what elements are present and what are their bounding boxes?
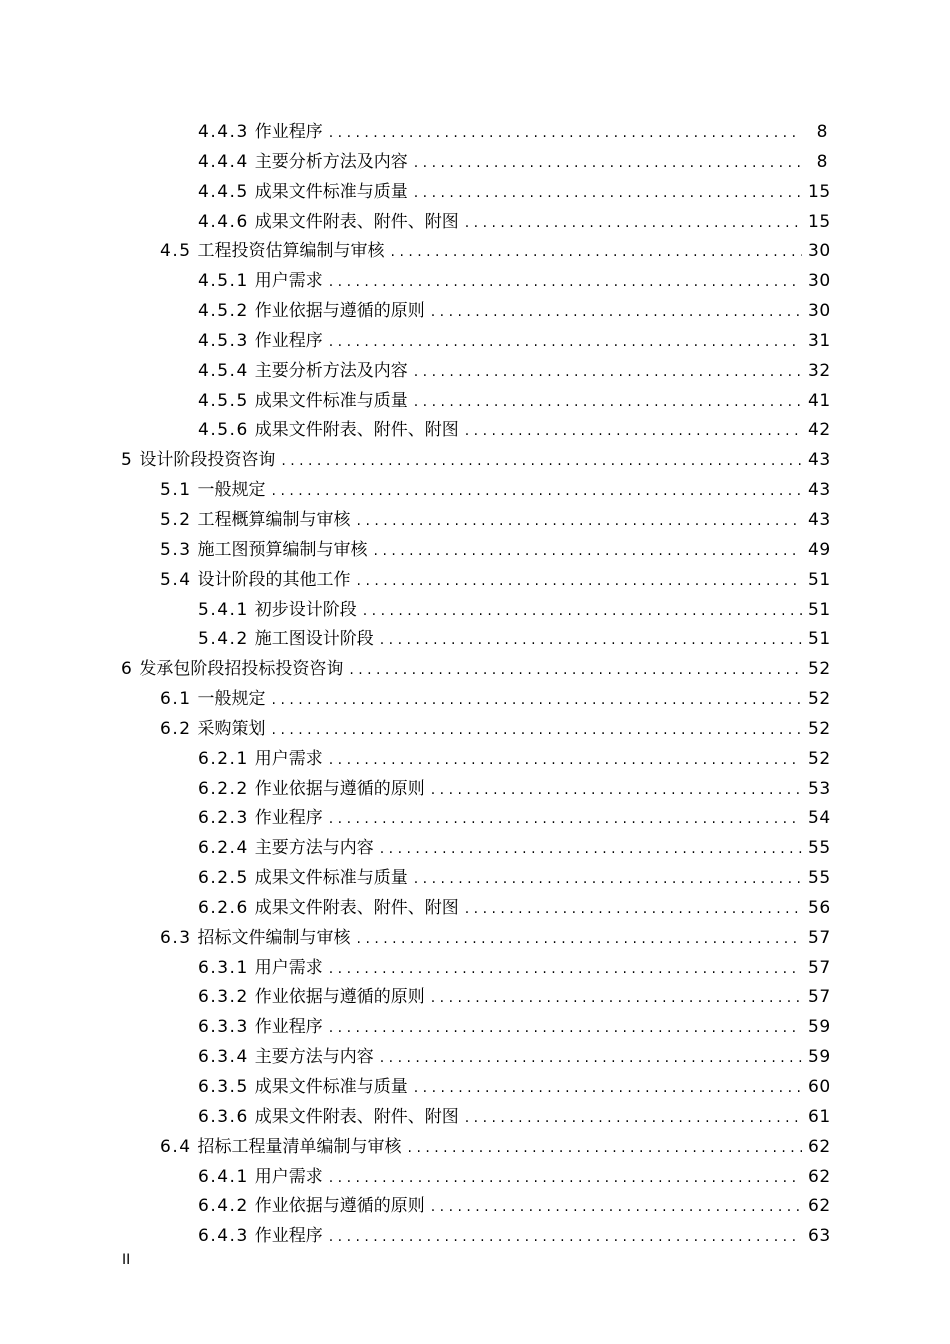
toc-entry-page: 62 — [808, 1166, 831, 1187]
toc-dot-leader — [272, 716, 802, 746]
toc-entry-number: 6.4.3 — [198, 1226, 249, 1247]
toc-entry-title: 发承包阶段招投标投资咨询 — [139, 659, 344, 680]
toc-entry-number: 6.3.3 — [198, 1017, 249, 1038]
toc-entry-number: 6.3.5 — [198, 1077, 249, 1097]
toc-dot-leader — [465, 1104, 802, 1134]
toc-dot-leader — [431, 298, 802, 328]
toc-entry-number: 6.4 — [160, 1136, 192, 1157]
toc-entry-number: 6.4.2 — [198, 1196, 249, 1217]
toc-entry-page: 55 — [808, 838, 831, 859]
toc-dot-leader — [329, 1223, 802, 1253]
toc-entry[interactable] — [0, 1073, 950, 1103]
toc-dot-leader — [431, 776, 802, 806]
toc-entry-number: 6.3.2 — [198, 987, 249, 1008]
toc-entry-title: 施工图设计阶段 — [254, 629, 374, 650]
toc-entry[interactable] — [0, 357, 950, 387]
toc-entry-title: 作业依据与遵循的原则 — [254, 778, 425, 799]
toc-entry-number: 6.2.3 — [198, 808, 249, 829]
toc-entry-number: 6.3.4 — [198, 1047, 249, 1068]
toc-entry-page: 60 — [808, 1077, 831, 1097]
toc-entry[interactable] — [0, 387, 950, 417]
toc-entry-title: 成果文件附表、附件、附图 — [254, 420, 459, 441]
toc-entry-page: 57 — [808, 987, 831, 1008]
toc-entry-title: 作业程序 — [254, 1226, 323, 1247]
toc-entry-title: 作业程序 — [254, 1017, 323, 1038]
toc-entry-number: 6.2.1 — [198, 748, 249, 769]
toc-dot-leader — [272, 477, 802, 507]
toc-entry-number: 6 — [121, 659, 134, 680]
toc-entry-title: 作业依据与遵循的原则 — [254, 1196, 425, 1217]
toc-entry-page: 32 — [808, 360, 831, 381]
toc-dot-leader — [357, 507, 802, 537]
toc-entry-page: 52 — [808, 689, 831, 710]
table-of-contents — [0, 118, 950, 1252]
toc-entry-title: 初步设计阶段 — [254, 599, 357, 620]
toc-entry-page: 52 — [808, 659, 831, 680]
toc-entry-page: 30 — [808, 301, 831, 322]
toc-entry-number: 6.3 — [160, 927, 192, 948]
toc-entry-title: 主要分析方法及内容 — [254, 151, 408, 172]
toc-dot-leader — [329, 1014, 802, 1044]
toc-entry-title: 施工图预算编制与审核 — [197, 539, 368, 560]
toc-entry-title: 作业程序 — [254, 122, 323, 142]
toc-entry-page: 53 — [808, 778, 831, 799]
toc-entry-number: 4.5.2 — [198, 301, 249, 322]
toc-entry-title: 主要方法与内容 — [254, 1047, 374, 1068]
toc-entry-number: 4.5.3 — [198, 330, 249, 351]
toc-entry-page: 43 — [808, 480, 831, 501]
toc-entry-title: 成果文件附表、附件、附图 — [254, 1106, 459, 1127]
toc-dot-leader — [329, 119, 802, 149]
toc-entry-page: 51 — [808, 569, 831, 590]
toc-entry-page: 56 — [808, 897, 831, 918]
toc-entry[interactable] — [0, 506, 950, 536]
toc-entry-page: 41 — [808, 390, 831, 411]
toc-entry-title: 招标工程量清单编制与审核 — [197, 1136, 402, 1157]
toc-entry-title: 成果文件附表、附件、附图 — [254, 897, 459, 918]
toc-dot-leader — [349, 656, 802, 686]
toc-entry-page: 62 — [808, 1136, 831, 1157]
toc-entry-number: 6.2.2 — [198, 778, 249, 799]
toc-dot-leader — [329, 746, 802, 776]
toc-entry[interactable] — [0, 954, 950, 984]
toc-entry-number: 4.4.3 — [198, 122, 249, 142]
toc-dot-leader — [414, 179, 802, 209]
toc-entry-title: 用户需求 — [254, 957, 323, 978]
toc-dot-leader — [380, 1044, 802, 1074]
toc-dot-leader — [380, 835, 802, 865]
toc-entry-page: 42 — [808, 420, 831, 441]
toc-dot-leader — [329, 805, 802, 835]
toc-entry[interactable] — [0, 416, 950, 446]
toc-entry-number: 5.2 — [160, 509, 192, 530]
toc-dot-leader — [414, 358, 802, 388]
toc-entry-number: 5.1 — [160, 480, 192, 501]
toc-entry-number: 6.2.6 — [198, 897, 249, 918]
toc-entry-page: 51 — [808, 629, 831, 650]
toc-dot-leader — [414, 865, 802, 895]
toc-entry-number: 6.2 — [160, 718, 192, 739]
toc-entry[interactable] — [0, 1163, 950, 1193]
toc-entry-title: 用户需求 — [254, 748, 323, 769]
toc-entry-number: 6.4.1 — [198, 1166, 249, 1187]
toc-entry-page: 8 — [816, 151, 828, 172]
toc-entry-number: 4.5 — [160, 241, 192, 262]
toc-dot-leader — [465, 895, 802, 925]
toc-entry-page: 43 — [808, 509, 831, 530]
toc-dot-leader — [431, 1193, 802, 1223]
toc-entry-title: 主要分析方法及内容 — [254, 360, 408, 381]
toc-entry[interactable] — [0, 804, 950, 834]
toc-entry[interactable] — [0, 476, 950, 506]
toc-entry-page: 61 — [808, 1106, 831, 1127]
toc-entry-title: 作业依据与遵循的原则 — [254, 301, 425, 322]
toc-dot-leader — [329, 955, 802, 985]
toc-entry-number: 4.5.4 — [198, 360, 249, 381]
toc-entry[interactable] — [0, 625, 950, 655]
toc-entry[interactable] — [0, 1222, 950, 1252]
toc-entry-page: 15 — [808, 211, 831, 232]
toc-entry[interactable] — [0, 208, 950, 238]
toc-dot-leader — [408, 1134, 802, 1164]
toc-entry-title: 设计阶段的其他工作 — [197, 569, 351, 590]
toc-entry-page: 51 — [808, 599, 831, 620]
toc-entry[interactable] — [0, 536, 950, 566]
toc-entry-page: 43 — [808, 450, 831, 471]
toc-entry-number: 5.4.1 — [198, 599, 249, 620]
toc-entry[interactable] — [0, 118, 950, 148]
toc-dot-leader — [414, 149, 802, 179]
toc-entry-page: 15 — [808, 181, 831, 202]
toc-entry[interactable] — [0, 327, 950, 357]
toc-entry-page: 62 — [808, 1196, 831, 1217]
toc-entry-page: 52 — [808, 718, 831, 739]
toc-entry-title: 设计阶段投资咨询 — [139, 450, 276, 471]
toc-entry[interactable] — [0, 1043, 950, 1073]
toc-entry[interactable] — [0, 894, 950, 924]
toc-dot-leader — [380, 626, 802, 656]
toc-entry[interactable] — [0, 566, 950, 596]
toc-entry[interactable] — [0, 864, 950, 894]
toc-entry[interactable] — [0, 1192, 950, 1222]
toc-entry-page: 49 — [808, 539, 831, 560]
toc-dot-leader — [357, 567, 802, 597]
toc-entry-number: 5.4.2 — [198, 629, 249, 650]
toc-dot-leader — [363, 597, 802, 627]
toc-entry[interactable] — [0, 983, 950, 1013]
toc-entry[interactable] — [0, 1013, 950, 1043]
toc-entry-number: 5 — [121, 450, 134, 471]
toc-dot-leader — [431, 984, 802, 1014]
toc-entry-page: 55 — [808, 868, 831, 889]
toc-entry-page: 59 — [808, 1047, 831, 1068]
toc-entry-title: 成果文件附表、附件、附图 — [254, 211, 459, 232]
toc-entry-page: 59 — [808, 1017, 831, 1038]
toc-dot-leader — [329, 328, 802, 358]
toc-entry-title: 工程投资估算编制与审核 — [197, 241, 385, 262]
toc-dot-leader — [465, 417, 802, 447]
toc-entry-number: 4.4.4 — [198, 151, 249, 172]
toc-dot-leader — [465, 209, 802, 239]
toc-entry[interactable] — [0, 924, 950, 954]
page-number-footer: II — [122, 1252, 131, 1268]
toc-entry[interactable] — [0, 237, 950, 267]
toc-entry[interactable] — [0, 596, 950, 626]
toc-entry[interactable] — [0, 297, 950, 327]
toc-entry[interactable] — [0, 1103, 950, 1133]
toc-entry-page: 8 — [816, 122, 828, 142]
toc-dot-leader — [329, 268, 802, 298]
toc-entry[interactable] — [0, 148, 950, 178]
toc-entry[interactable] — [0, 1133, 950, 1163]
toc-entry[interactable] — [0, 267, 950, 297]
toc-entry-number: 6.2.4 — [198, 838, 249, 859]
toc-entry[interactable] — [0, 446, 950, 476]
toc-dot-leader — [357, 925, 802, 955]
toc-entry[interactable] — [0, 715, 950, 745]
toc-entry-title: 成果文件标准与质量 — [254, 390, 408, 411]
toc-entry[interactable] — [0, 745, 950, 775]
toc-entry-title: 一般规定 — [197, 689, 266, 710]
toc-dot-leader — [374, 537, 802, 567]
toc-entry-page: 30 — [808, 241, 831, 262]
toc-entry-page: 31 — [808, 330, 831, 351]
toc-entry-title: 成果文件标准与质量 — [254, 1077, 408, 1097]
toc-entry[interactable] — [0, 178, 950, 208]
toc-dot-leader — [281, 447, 802, 477]
toc-entry-title: 一般规定 — [197, 480, 266, 501]
toc-entry-number: 4.4.5 — [198, 181, 249, 202]
toc-entry-title: 用户需求 — [254, 1166, 323, 1187]
toc-entry-title: 用户需求 — [254, 271, 323, 292]
toc-entry-page: 63 — [808, 1226, 831, 1247]
toc-entry[interactable] — [0, 685, 950, 715]
toc-entry-title: 成果文件标准与质量 — [254, 181, 408, 202]
toc-entry-number: 6.3.1 — [198, 957, 249, 978]
toc-entry-page: 54 — [808, 808, 831, 829]
toc-entry-title: 主要方法与内容 — [254, 838, 374, 859]
toc-entry-page: 30 — [808, 271, 831, 292]
toc-dot-leader — [329, 1164, 802, 1194]
toc-entry-title: 作业依据与遵循的原则 — [254, 987, 425, 1008]
toc-entry-title: 成果文件标准与质量 — [254, 868, 408, 889]
toc-entry-title: 作业程序 — [254, 330, 323, 351]
toc-dot-leader — [414, 1074, 802, 1104]
toc-entry-title: 工程概算编制与审核 — [197, 509, 351, 530]
toc-entry-title: 采购策划 — [197, 718, 266, 739]
toc-entry-page: 57 — [808, 927, 831, 948]
toc-entry-number: 4.5.6 — [198, 420, 249, 441]
toc-dot-leader — [414, 388, 802, 418]
toc-dot-leader — [391, 238, 802, 268]
toc-entry-title: 招标文件编制与审核 — [197, 927, 351, 948]
toc-entry[interactable] — [0, 775, 950, 805]
toc-entry-number: 4.5.1 — [198, 271, 249, 292]
toc-entry-number: 5.3 — [160, 539, 192, 560]
toc-entry[interactable] — [0, 655, 950, 685]
toc-entry-page: 52 — [808, 748, 831, 769]
toc-entry-number: 6.3.6 — [198, 1106, 249, 1127]
toc-entry-number: 6.2.5 — [198, 868, 249, 889]
toc-entry-number: 4.5.5 — [198, 390, 249, 411]
toc-entry[interactable] — [0, 834, 950, 864]
toc-entry-page: 57 — [808, 957, 831, 978]
toc-dot-leader — [272, 686, 802, 716]
toc-entry-number: 4.4.6 — [198, 211, 249, 232]
toc-entry-number: 5.4 — [160, 569, 192, 590]
toc-entry-title: 作业程序 — [254, 808, 323, 829]
toc-entry-number: 6.1 — [160, 689, 192, 710]
